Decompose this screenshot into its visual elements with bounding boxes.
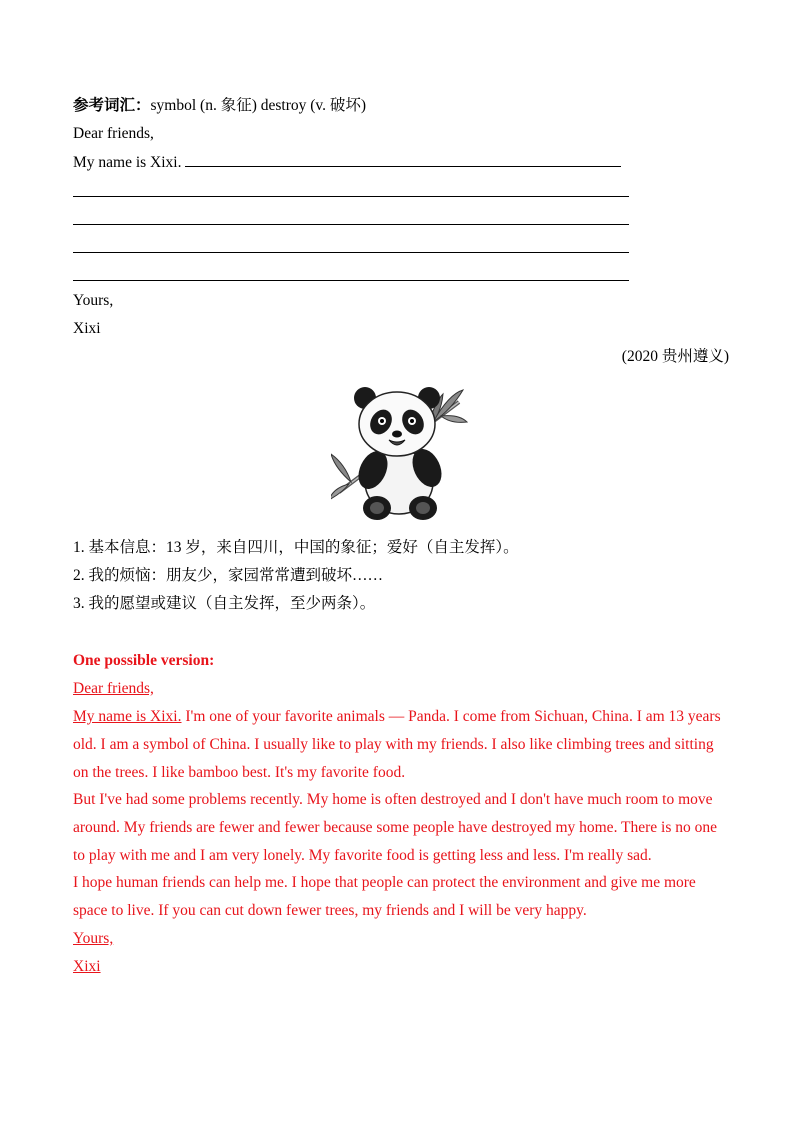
template-greeting: Dear friends,: [73, 125, 154, 142]
template-opening: My name is Xixi.: [73, 154, 182, 171]
answer-paragraph-1-text: I'm one of your favorite animals — Panda. I come from Sichuan, China. I am 13 years old. I am a symbol of China. I usually like to play with my friends. I also like climbing trees and sitting on the trees. I like bamboo best. It's my favorite food.: [73, 708, 721, 781]
vocab-text: symbol (n. 象征) destroy (v. 破坏): [150, 97, 367, 114]
prompt-item: 1. 基本信息：13 岁，来自四川，中国的象征；爱好（自主发挥）。: [73, 539, 519, 556]
writing-blank[interactable]: [185, 152, 621, 167]
vocab-line: [73, 96, 366, 116]
writing-blank[interactable]: [73, 280, 629, 281]
writing-blank[interactable]: [73, 224, 629, 225]
answer-greeting: Dear friends,: [73, 680, 154, 697]
template-closing: Yours,: [73, 292, 114, 309]
template-signature: Xixi: [73, 320, 101, 337]
answer-paragraph-1: [73, 703, 729, 786]
answer-signature: Xixi: [73, 958, 101, 975]
answer-paragraph-2: But I've had some problems recently. My home is often destroyed and I don't have much room to move around. My friends are fewer and fewer because some people have destroyed my home. There is no one to play with me and I am very lonely. My favorite food is getting less and less. I'm really sad.: [73, 791, 718, 864]
answer-heading: One possible version:: [73, 652, 215, 669]
template-opening-line: [73, 152, 621, 173]
writing-blank[interactable]: [73, 252, 629, 253]
answer-closing: Yours,: [73, 930, 114, 947]
source-label: (2020 贵州遵义): [621, 348, 729, 365]
vocab-label: 参考词汇：: [73, 97, 151, 114]
answer-opening: My name is Xixi.: [73, 708, 182, 725]
writing-blank[interactable]: [73, 196, 629, 197]
answer-paragraph-3: I hope human friends can help me. I hope that people can protect the environment and give me more space to live. If you can cut down fewer trees, my friends and I will be very happy.: [73, 874, 696, 919]
panda-with-bamboo-icon: [331, 384, 469, 524]
prompt-item: 3. 我的愿望或建议（自主发挥，至少两条）。: [73, 595, 376, 612]
prompt-item: 2. 我的烦恼：朋友少，家园常常遭到破坏……: [73, 567, 384, 584]
